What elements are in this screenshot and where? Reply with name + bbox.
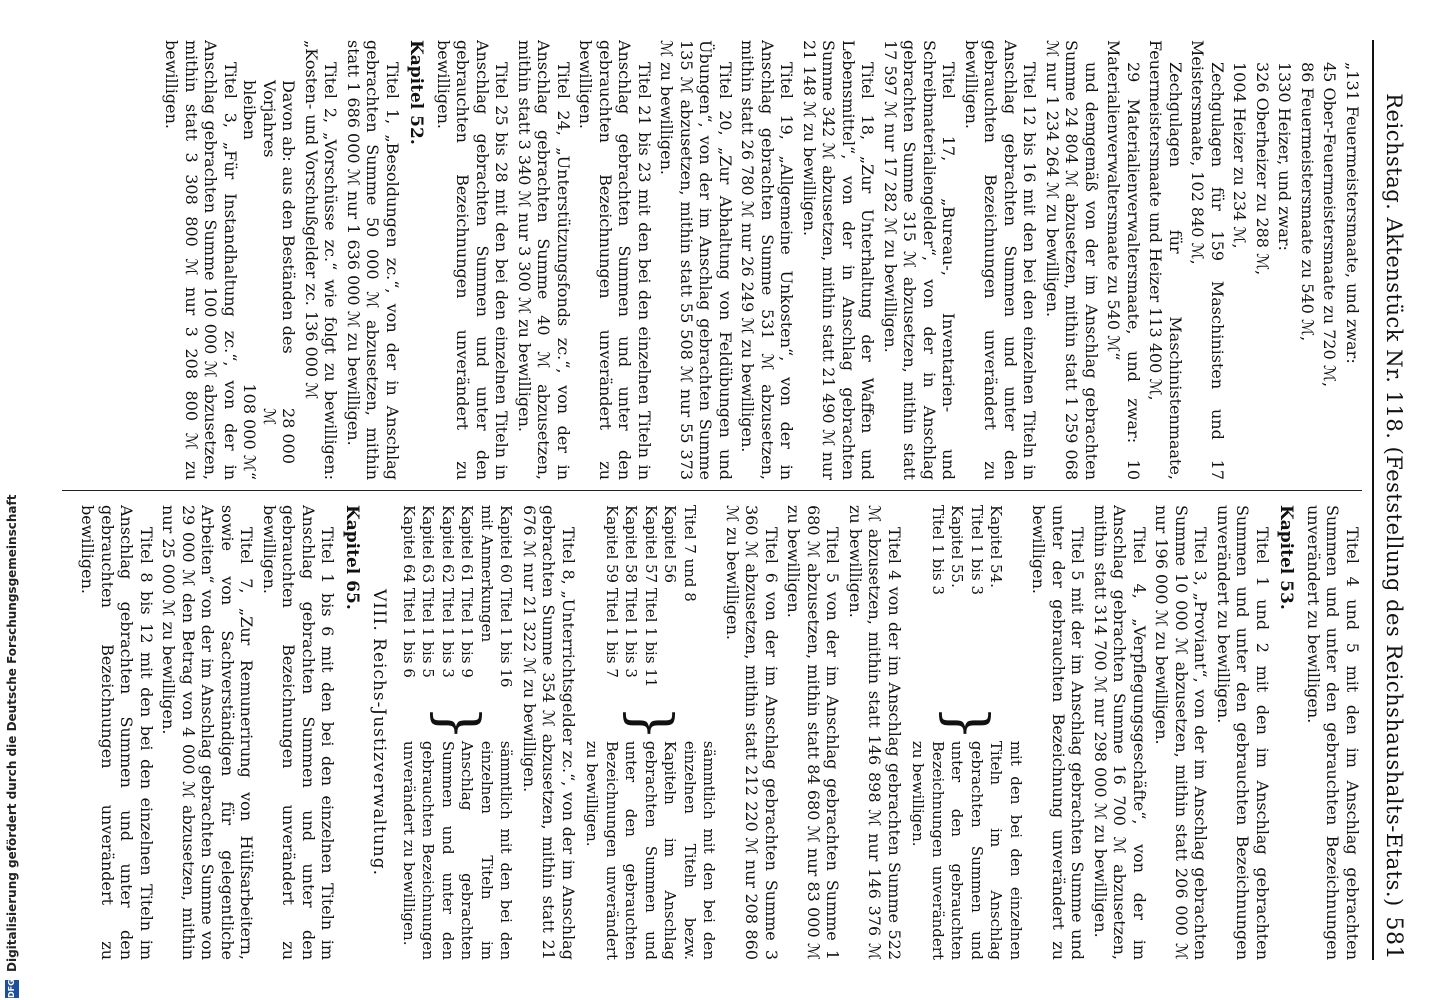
- brace-item: Kapitel 61 Titel 1 bis 9: [458, 505, 477, 678]
- digitization-footer: [0, 0, 24, 1000]
- brace-symbol: }: [618, 705, 684, 741]
- paragraph: und demgemäß von der im Anschlag gebrachten Summe 24 804 ℳ abzusetzen, mithin statt 1 259 068 ℳ nur 1 234 264 ℳ zu bewilligen.: [1043, 40, 1101, 480]
- brace-symbol: }: [934, 705, 1000, 741]
- column-divider: [62, 490, 1362, 491]
- brace-item: Kapitel 57 Titel 1 bis 11: [642, 505, 660, 688]
- sum-row: [240, 40, 260, 480]
- brace-item: Kapitel 60 Titel 1 bis 16: [497, 505, 516, 688]
- paragraph: 29 Materialienverwaltersmaate, und zwar: 10 Materialienverwaltersmaate zu 540 ℳ“: [1104, 40, 1143, 480]
- running-head: [1372, 40, 1408, 960]
- brace-group: [399, 505, 516, 960]
- paragraph: Titel 18, „Zur Unterhaltung der Waffen und Lebensmittel“, von der in Anschlag gebrachten Summe 342 ℳ abzusetzen, mithin statt 21 490 ℳ nur 21 148 ℳ zu bewilligen.: [800, 40, 878, 480]
- paragraph: Titel 4 und 5 mit den im Anschlag gebrachten Summen und unter den gebrauchten Bezeichnungen unverändert zu bewilligen.: [1304, 505, 1362, 960]
- brace-item: Kapitel 64 Titel 1 bis 6: [400, 505, 418, 678]
- brace-group: [908, 505, 1025, 960]
- right-column: [22, 505, 1362, 960]
- paragraph: Titel 3, „Proviant“, von der im Anschlag gebrachten Summe 10 000 ℳ abzusetzen, mithin statt 206 000 ℳ nur 196 000 ℳ zu bewilligen.: [1152, 505, 1211, 960]
- paragraph: Titel 8 bis 12 mit den bei den einzelnen Titeln im Anschlag gebrachten Summen und unter den gebrauchten Bezeichnungen unverändert zu bewilligen.: [78, 505, 156, 960]
- kapitel-heading: Kapitel 65.: [342, 505, 362, 610]
- digitization-credit: Digitalisierung gefördert durch die Deutsche Forschungsgemeinschaft: [5, 494, 19, 972]
- paragraph: Titel 4, „Verpflegungsgeschäfte“, von der im Anschlag gebrachten Summe 16 700 ℳ abzusetzen, mithin statt 314 700 ℳ nur 298 000 ℳ zu bewilligen.: [1091, 505, 1149, 960]
- paragraph: Titel 5 mit der im Anschlag gebrachten Summe und unter der gebrauchten Bezeichnung unverändert zu bewilligen.: [1029, 505, 1088, 960]
- paragraph: 45 Ober-Feuermeistersmaate zu 720 ℳ,: [1320, 62, 1340, 388]
- page-number: 581: [1381, 916, 1406, 960]
- brace-item: Titel 1 bis 3: [929, 505, 947, 595]
- sum-value: 28 000 ℳ: [260, 408, 299, 464]
- paragraph: Titel 8, „Unterrichtsgelder zc.“, von der im Anschlag gebrachten Summe 354 ℳ abzusetzen, mithin statt 21 676 ℳ nur 21 322 ℳ zu bewilligen.: [520, 505, 578, 960]
- dfg-logo-icon: DFG: [5, 980, 19, 998]
- brace-item: Kapitel 59 Titel 1 bis 7: [603, 505, 621, 678]
- brace-item: Kapitel 62 Titel 1 bis 3: [439, 505, 457, 678]
- left-column: [22, 40, 1362, 480]
- sum-label: Davon ab: aus den Beständen des Vorjahres: [260, 80, 299, 354]
- paragraph: Titel 1 bis 6 mit den bei den einzelnen Titeln im Anschlag gebrachten Summen und unter den gebrauchten Bezeichnungen unverändert zu bewilligen.: [260, 505, 338, 960]
- brace-item: Titel 1 bis 3: [968, 505, 986, 595]
- kapitel-65-body: [78, 505, 338, 960]
- brace-item: Titel 7 und 8: [681, 505, 699, 602]
- paragraph: Titel 20, „Zur Abhaltung von Feldübungen und Übungen“, von der im Anschlag gebrachten Summe 135 ℳ abzusetzen, mithin statt 55 508 ℳ nur 55 373 ℳ zu bewilligen.: [657, 40, 735, 480]
- brace-group-items: [602, 505, 700, 705]
- paragraph: Titel 21 bis 23 mit den bei den einzelnen Titeln in Anschlag gebrachten Summen und unter den gebrauchten Bezeichnungen unverändert zu bewilligen.: [576, 40, 654, 480]
- brace-item: Kapitel 54.: [987, 505, 1006, 588]
- paragraph: Titel 3, „Für Instandhaltung zc.“, von der in Anschlag gebrachten Summe 100 000 ℳ abzusetzen, mithin statt 3 308 800 ℳ nur 3 208 800 ℳ zu bewilligen.: [162, 40, 240, 480]
- kapitel-heading: Kapitel 53.: [1276, 505, 1297, 610]
- brace-group-text: sämmtlich mit den bei den einzelnen Titeln bezw. Kapiteln im Anschlag gebrachten Summen und unter den gebrauchten Bezeichnungen unverändert zu bewilligen.: [583, 740, 719, 960]
- paragraph: Titel 25 bis 28 mit den bei den einzelnen Titeln in Anschlag gebrachten Summen und unter den gebrauchten Bezeichnungen unverändert zu bewilligen.: [434, 40, 512, 480]
- brace-item: mit Anmerkungen: [478, 505, 496, 643]
- brace-group-items: [928, 505, 1006, 705]
- paragraph: Titel 7, „Zur Remunerirung von Hülfsarbeitern, sowie von Sachverständigen für gelegentliche Arbeiten“ von der im Anschlag gebrachten Summe von 29 000 ℳ den Betrag von 4 000 ℳ abzusetzen, mithin nur 25 000 ℳ zu bewilligen.: [159, 505, 257, 960]
- paragraph: Titel 1, „Besoldungen zc.“, von der in Anschlag gebrachten Summe 50 000 ℳ abzusetzen, mithin statt 1 686 000 ℳ nur 1 636 000 ℳ zu bewilligen.: [344, 40, 402, 480]
- paragraph: Zechgulagen für Maschinistenmaate, Feuermeistersmaate und Heizer 113 400 ℳ,: [1146, 40, 1185, 480]
- sum-row: [260, 40, 299, 480]
- paragraph: Titel 1 und 2 mit den im Anschlag gebrachten Summen und unter den gebrauchten Bezeichnungen unverändert zu bewilligen.: [1214, 505, 1272, 960]
- paragraph: 1330 Heizer, und zwar:: [1275, 62, 1295, 251]
- paragraph: „131 Feuermeistersmaate, und zwar:: [1343, 62, 1362, 364]
- kapitel-53-body: [1029, 505, 1272, 960]
- kapitel-55-body: [723, 505, 905, 960]
- sum-label: bleiben: [240, 80, 260, 140]
- paragraph: Titel 19, „Allgemeine Unkosten“, von der in Anschlag gebrachten Summe 531 ℳ abzusetzen, mithin statt 26 780 ℳ nur 26 249 ℳ zu bewilligen.: [738, 40, 797, 480]
- brace-symbol: }: [425, 705, 490, 741]
- paragraph: 326 Oberheizer zu 288 ℳ,: [1253, 62, 1272, 276]
- paragraph: Titel 24, „Unterstützungsfonds zc.“, von der in Anschlag gebrachten Summe 40 ℳ abzusetzen, mithin statt 3 340 ℳ nur 3 300 ℳ zu bewilligen.: [515, 40, 573, 480]
- running-head-title: Reichstag. Aktenstück Nr. 118. (Feststellung des Reichshaushalts-Etats.): [1382, 93, 1406, 907]
- brace-item: Kapitel 55.: [948, 505, 967, 588]
- paragraph: Titel 17, „Bureau-, Inventarien- und Schreibmaterialiengelder“, von der in Anschlag gebrachten Summe 315 ℳ abzusetzen, mithin statt 17 597 ℳ nur 17 282 ℳ zu bewilligen.: [881, 40, 959, 480]
- brace-item: Kapitel 63 Titel 1 bis 5: [419, 505, 438, 678]
- kapitel-heading: Kapitel 52.: [406, 40, 427, 145]
- brace-group-text: mit den bei den einzelnen Titeln im Anschlag gebrachten Summen und unter den gebrauchten Bezeichnungen unverändert zu bewilligen.: [909, 740, 1025, 960]
- paragraph: Titel 6 von der im Anschlag gebrachten Summe 3 360 ℳ abzusetzen, mithin statt 212 220 ℳ nur 208 860 ℳ zu bewilligen.: [723, 505, 781, 960]
- paragraph: Titel 4 von der im Anschlag gebrachten Summe 522 ℳ abzusetzen, mithin statt 146 898 ℳ nur 146 376 ℳ zu bewilligen.: [846, 505, 904, 960]
- paragraph: Titel 5 von der im Anschlag gebrachten Summe 1 680 ℳ abzusetzen, mithin statt 84 680 ℳ nur 83 000 ℳ zu bewilligen.: [784, 505, 843, 960]
- sum-value: 108 000 ℳ“: [240, 383, 260, 480]
- paragraph: Zechgulagen für 159 Maschinisten und 17 Meistersmaate, 102 840 ℳ,: [1188, 40, 1227, 480]
- section-heading: VIII. Reichs-Justizverwaltung.: [369, 588, 390, 877]
- brace-group-items: [399, 505, 516, 705]
- paragraph: 86 Feuermeistersmaate zu 540 ℳ,: [1298, 62, 1317, 342]
- brace-item: Kapitel 56: [661, 505, 680, 584]
- brace-group: [582, 505, 719, 960]
- brace-item: Kapitel 58 Titel 1 bis 3: [622, 505, 641, 678]
- paragraph: Titel 2, „Vorschüsse zc.“ wie folgt zu bewilligen: „Kosten- und Vorschußgelder zc. 136 000 ℳ: [302, 40, 341, 480]
- brace-group-text: sämmtlich mit den bei den einzelnen Titeln im Anschlag gebrachten Summen und unter den gebrauchten Bezeichnungen unverändert zu bewilligen.: [400, 740, 516, 960]
- paragraph: 1004 Heizer zu 234 ℳ,: [1230, 62, 1250, 249]
- paragraph: Titel 12 bis 16 mit den bei den einzelnen Titeln in Anschlag gebrachten Summen und unter den gebrauchten Bezeichnungen unverändert zu bewilligen.: [962, 40, 1040, 480]
